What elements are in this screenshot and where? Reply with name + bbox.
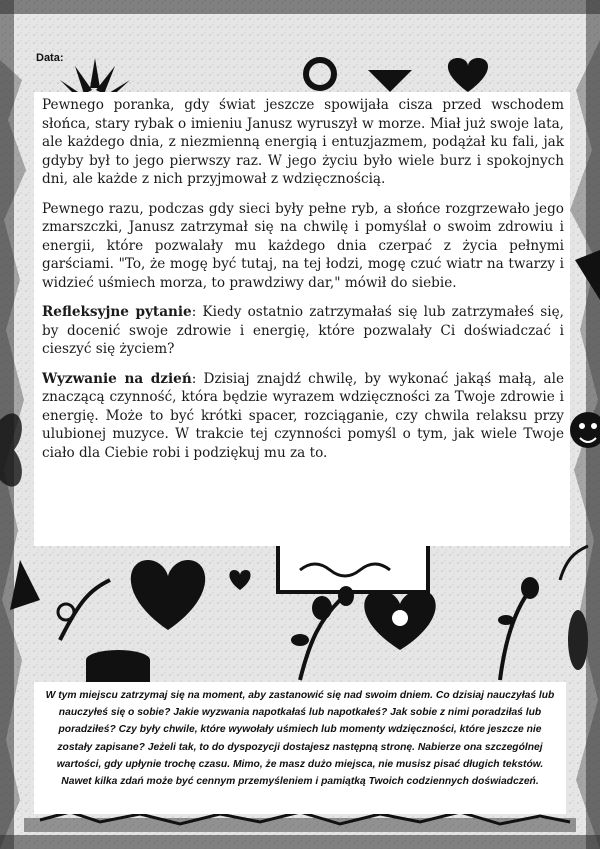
reflection-question <box>42 303 564 359</box>
story-paragraph-1: Pewnego poranka, gdy świat jeszcze spowijała cisza przed wschodem słońca, stary rybak o imieniu Janusz wyruszył w morze. Miał już swoje lata, ale każdego dnia, z niezmienną energią i entuzjazmem, podążał ku fali, jak gdyby był to jego pierwszy raz. W jego życiu było wiele burz i spokojnych dni, ale każde z nich przyjmował z wdzięcznością. <box>42 97 564 187</box>
story-paragraph-2: Pewnego razu, podczas gdy sieci były pełne ryb, a słońce rozgrzewało jego zmarszczki, Janusz zatrzymał się na chwilę i pomyślał o swoim zdrowiu i energii, które pozwalały mu każdego dnia czerpać z życia pełnymi garściami. "To, że mogę być tutaj, na tej łodzi, mogę czuć wiatr na twarzy i widzieć uśmiech morza, to prawdziwy dar," mówił do siebie. <box>42 200 564 291</box>
date-label: Data: <box>36 52 64 64</box>
challenge-text: : Dzisiaj znajdź chwilę, by wykonać jakąś małą, ale znaczącą czynność, która będzie wyrazem wdzięczności za Twoje zdrowie i energię. Może to być krótki spacer, rozciąganie, czy chwila relaksu przy ulubionej muzyce. W trakcie tej czynności pomyśl o tym, jak wiele Twoje ciało dla Ciebie robi i podziękuj mu za to. <box>42 370 564 461</box>
daily-challenge <box>42 370 564 463</box>
footer-note: W tym miejscu zatrzymaj się na moment, aby zastanowić się nad swoim dniem. Co dzisiaj nauczyłaś lub nauczyłeś się o sobie? Jakie wyzwania napotkałaś lub napotkałeś? Jak sobie z nimi poradziłaś lub poradziłeś? Czy były chwile, które wywołały uśmiech lub momenty wdzięczności, które jeszcze nie zostały zapisane? Jeżeli tak, to do dyspozycji dostajesz następną stronę. Nabierze ona szczególnej wartości, gdy upłynie trochę czasu. Mimo, że masz dużo miejsca, nie musisz pisać długich tekstów. Nawet kilka zdań może być cennym przemyśleniem i pamiątką Twoich codziennych doświadczeń. <box>45 690 555 788</box>
story-text <box>42 96 564 473</box>
reflection-text: : Kiedy ostatnio zatrzymałaś się lub zatrzymałeś się, by docenić swoje zdrowie i energię, które pozwalały Ci doświadczać i cieszyć się życiem? <box>42 304 564 357</box>
reflection-label: Refleksyjne pytanie <box>42 304 192 320</box>
challenge-label: Wyzwanie na dzień <box>42 370 192 387</box>
